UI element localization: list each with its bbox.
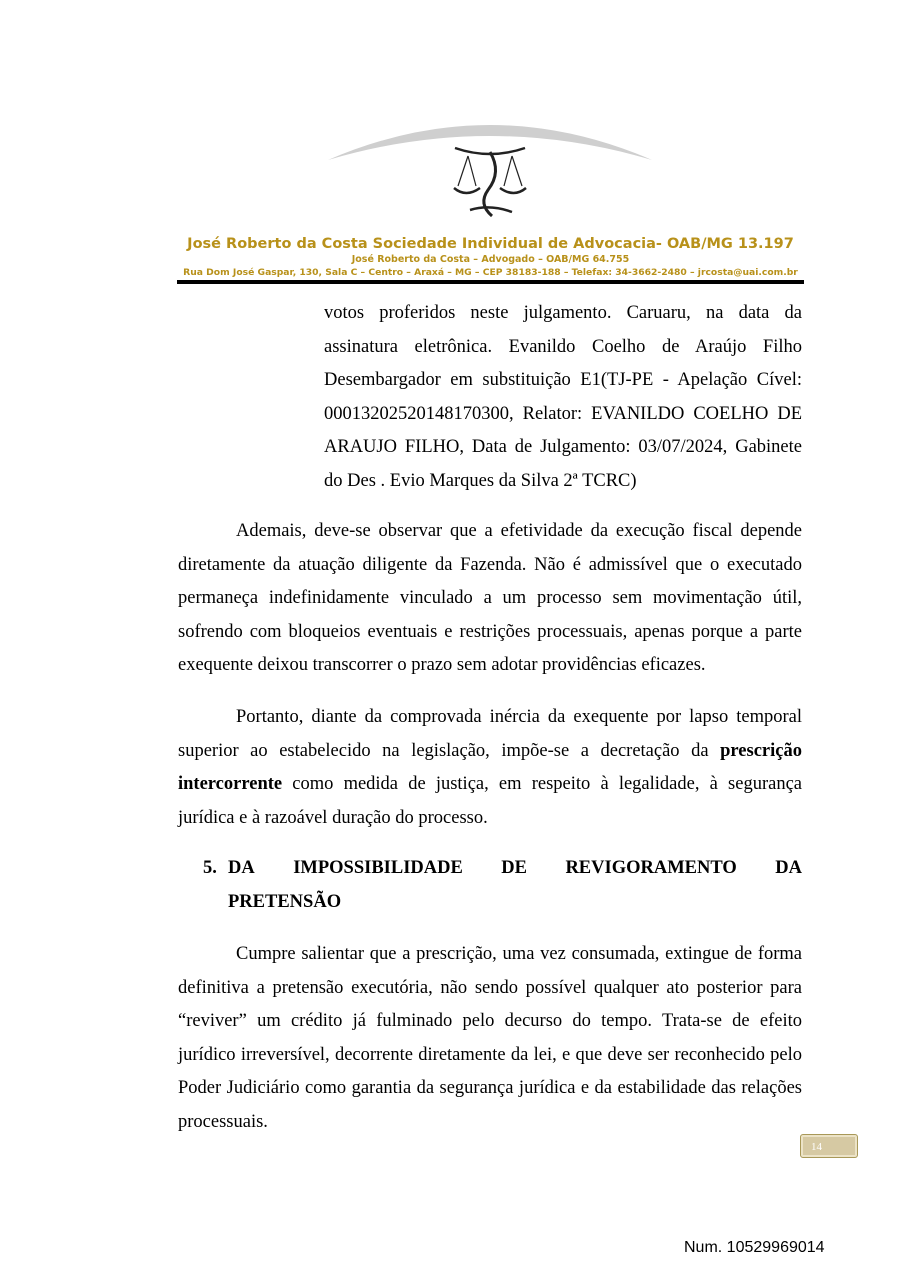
firm-name: José Roberto da Costa Sociedade Individual de Advocacia- OAB/MG 13.197 [187, 236, 794, 252]
paragraph-4: Cumpre salientar que a prescrição, uma vez consumada, extingue de forma definitiva a pretensão executória, não sendo possível qualquer ato posterior para “reviver” um crédito já fulminado pelo decurso do tempo. Trata-se de efeito jurídico irreversível, decorrente diretamente da lei, e que deve ser reconhecido pelo Poder Judiciário como garantia da segurança jurídica e da estabilidade das relações processuais. [178, 944, 802, 1132]
document-number: Num. 10529969014 [684, 1239, 825, 1256]
citation-quote: votos proferidos neste julgamento. Caruaru, na data da assinatura eletrônica. Evanildo Coelho de Araújo Filho Desembargador em substituição E1(TJ-PE - Apelação Cível: 00013202520148170300, Relator: EVANILDO COELHO DE ARAUJO FILHO, Data de Julgamento: 03/07/2024, Gabinete do Des . Evio Marques da Silva 2ª TCRC) [324, 303, 802, 491]
firm-address: Rua Dom José Gaspar, 130, Sala C – Centro – Araxá – MG – CEP 38183-188 – Telefax: 34-3662-2480 – jrcosta@uai.com.br [183, 267, 798, 278]
bold-term: prescrição intercorrente [178, 740, 802, 795]
lawyer-name: José Roberto da Costa – Advogado – OAB/MG 64.755 [351, 254, 630, 265]
section-title-line-2: PRETENSÃO [228, 891, 342, 912]
header-divider [177, 280, 804, 284]
section-number: 5. [203, 858, 217, 878]
paragraph-2: Portanto, diante da comprovada inércia da exequente por lapso temporal superior ao estabelecido na legislação, impõe-se a decretação da prescrição intercorrente como medida de justiça, em respeito à legalidade, à segurança jurídica e à razoável duração do processo. [178, 707, 802, 828]
page-number-badge: 14 [800, 1134, 858, 1158]
section-title-line-1: DA IMPOSSIBILIDADE DE REVIGORAMENTO DA [228, 858, 802, 878]
scales-of-justice-icon [320, 112, 660, 224]
paragraph-1: Ademais, deve-se observar que a efetividade da execução fiscal depende diretamente da atuação diligente da Fazenda. Não é admissível que o executado permaneça indefinidamente vinculado a um processo sem movimentação útil, sofrendo com bloqueios eventuais e restrições processuais, apenas porque a parte exequente deixou transcorrer o prazo sem adotar providências eficazes. [178, 521, 802, 676]
